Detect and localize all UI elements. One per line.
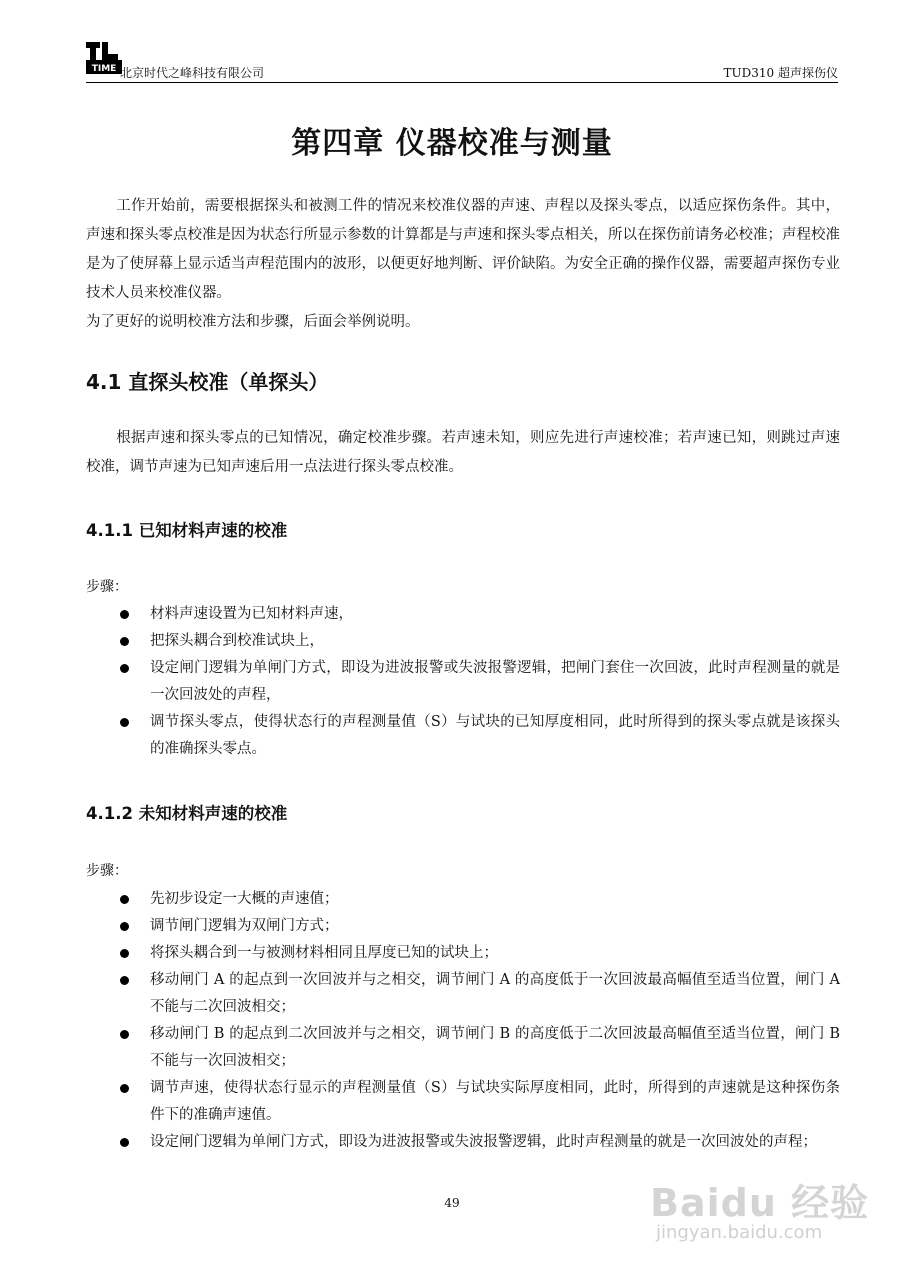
list-item: 移动闸门 A 的起点到一次回波并与之相交，调节闸门 A 的高度低于一次回波最高幅值至适当位置，闸门 A 不能与二次回波相交； xyxy=(86,967,840,1021)
intro-paragraph xyxy=(86,192,840,337)
bullet-icon xyxy=(120,1138,129,1147)
bullet-icon xyxy=(120,664,129,673)
section-4-1-body xyxy=(86,424,840,482)
list-item: 先初步设定一大概的声速值； xyxy=(86,886,840,913)
logo-text: TIME xyxy=(91,64,117,74)
steps-list-4-1-1 xyxy=(86,601,840,763)
list-item: 把探头耦合到校准试块上， xyxy=(86,628,840,655)
section-4-1-text: 根据声速和探头零点的已知情况，确定校准步骤。若声速未知，则应先进行声速校准；若声速已知，则跳过声速校准，调节声速为已知声速后用一点法进行探头零点校准。 xyxy=(86,430,840,475)
section-4-1-2-heading: 4.1.2 未知材料声速的校准 xyxy=(86,804,288,823)
list-item: 材料声速设置为已知材料声速， xyxy=(86,601,840,628)
bullet-icon xyxy=(120,1030,129,1039)
intro-text: 工作开始前，需要根据探头和被测工件的情况来校准仪器的声速、声程以及探头零点，以适应探伤条件。其中，声速和探头零点校准是因为状态行所显示参数的计算都是与声速和探头零点相关，所以在探伤前请务必校准；声程校准是为了使屏幕上显示适当声程范围内的波形，以便更好地判断、评价缺陷。为安全正确的操作仪器，需要超声探伤专业技术人员来校准仪器。 xyxy=(86,198,840,301)
bullet-icon xyxy=(120,610,129,619)
section-4-1-1-heading: 4.1.1 已知材料声速的校准 xyxy=(86,521,288,540)
bullet-icon xyxy=(120,976,129,985)
bullet-icon xyxy=(120,949,129,958)
watermark xyxy=(630,1168,890,1268)
list-item: 将探头耦合到一与被测材料相同且厚度已知的试块上； xyxy=(86,940,840,967)
bullet-icon xyxy=(120,637,129,646)
bullet-icon xyxy=(120,922,129,931)
steps-label: 步骤： xyxy=(86,579,128,595)
section-4-1-heading: 4.1 直探头校准（单探头） xyxy=(86,370,329,394)
list-item: 调节探头零点，使得状态行的声程测量值（S）与试块的已知厚度相同，此时所得到的探头零点就是该探头的准确探头零点。 xyxy=(86,709,840,763)
company-logo xyxy=(86,42,122,78)
page-header xyxy=(86,42,838,83)
bullet-icon xyxy=(120,718,129,727)
product-name: TUD310 超声探伤仪 xyxy=(723,66,838,80)
bullet-icon xyxy=(120,1084,129,1093)
watermark-url: jingyan.baidu.com xyxy=(656,1222,823,1243)
list-item: 调节声速，使得状态行显示的声程测量值（S）与试块实际厚度相同，此时，所得到的声速就是这种探伤条件下的准确声速值。 xyxy=(86,1075,840,1129)
company-name: 北京时代之峰科技有限公司 xyxy=(120,66,265,80)
chapter-title: 第四章 仪器校准与测量 xyxy=(291,126,613,161)
intro-note: 为了更好的说明校准方法和步骤，后面会举例说明。 xyxy=(86,314,420,330)
page-number: 49 xyxy=(444,1196,460,1210)
list-item: 移动闸门 B 的起点到二次回波并与之相交，调节闸门 B 的高度低于二次回波最高幅值至适当位置，闸门 B 不能与一次回波相交； xyxy=(86,1021,840,1075)
list-item: 调节闸门逻辑为双闸门方式； xyxy=(86,913,840,940)
list-item: 设定闸门逻辑为单闸门方式，即设为进波报警或失波报警逻辑，此时声程测量的就是一次回波处的声程； xyxy=(86,1129,840,1156)
watermark-logo: Baidu 经验 xyxy=(650,1181,870,1225)
steps-label: 步骤： xyxy=(86,863,128,879)
bullet-icon xyxy=(120,895,129,904)
steps-list-4-1-2 xyxy=(86,886,840,1156)
list-item: 设定闸门逻辑为单闸门方式，即设为进波报警或失波报警逻辑，把闸门套住一次回波，此时声程测量的就是一次回波处的声程， xyxy=(86,655,840,709)
